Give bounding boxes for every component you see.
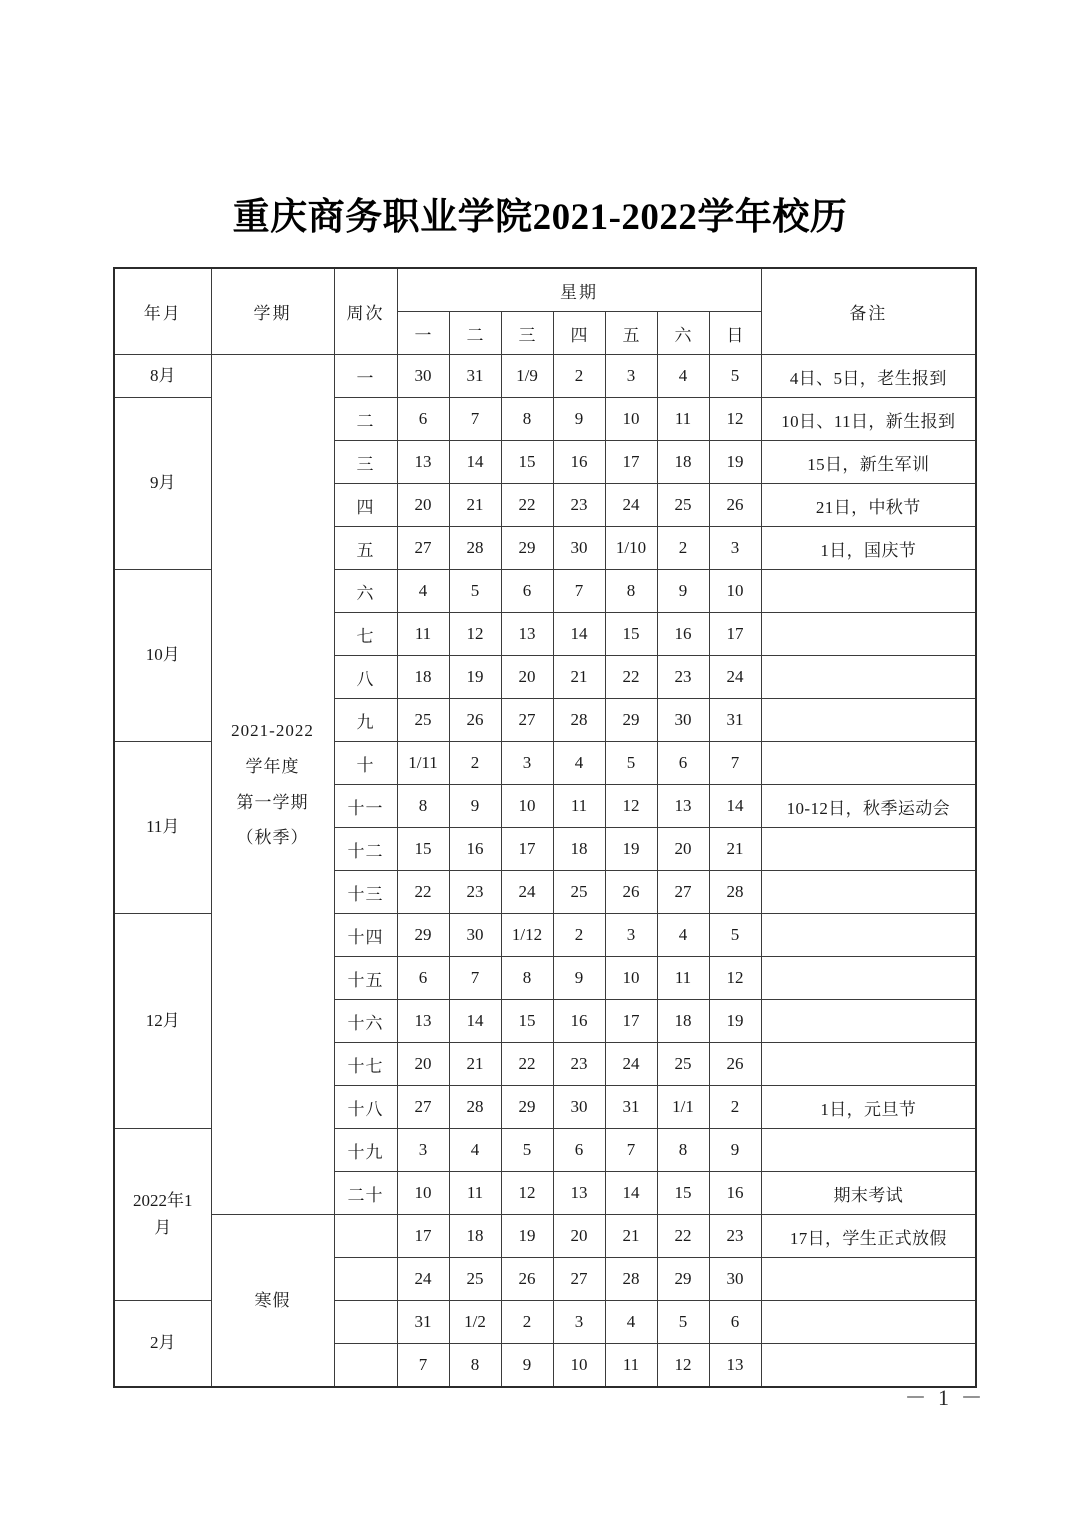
day-cell: 28 <box>709 871 761 914</box>
day-cell: 13 <box>397 1000 449 1043</box>
day-cell: 27 <box>657 871 709 914</box>
day-cell: 29 <box>605 699 657 742</box>
day-cell: 11 <box>657 957 709 1000</box>
header-weekday-sun: 日 <box>709 312 761 355</box>
day-cell: 30 <box>709 1258 761 1301</box>
day-cell: 28 <box>449 527 501 570</box>
day-cell: 7 <box>449 398 501 441</box>
day-cell: 26 <box>501 1258 553 1301</box>
week-number-cell: 六 <box>334 570 397 613</box>
day-cell: 2 <box>657 527 709 570</box>
week-number-cell: 十二 <box>334 828 397 871</box>
day-cell: 1/11 <box>397 742 449 785</box>
day-cell: 30 <box>553 1086 605 1129</box>
day-cell: 20 <box>501 656 553 699</box>
week-number-cell: 十六 <box>334 1000 397 1043</box>
day-cell: 10 <box>553 1344 605 1388</box>
header-weekday-thu: 四 <box>553 312 605 355</box>
day-cell: 26 <box>605 871 657 914</box>
day-cell: 20 <box>397 484 449 527</box>
day-cell: 30 <box>449 914 501 957</box>
header-week: 周次 <box>334 268 397 355</box>
week-number-cell: 三 <box>334 441 397 484</box>
day-cell: 13 <box>397 441 449 484</box>
academic-calendar-table-wrapper <box>113 267 973 1388</box>
term-cell-line: （秋季） <box>236 828 309 848</box>
day-cell: 8 <box>501 398 553 441</box>
day-cell: 2 <box>553 355 605 398</box>
day-cell: 10 <box>605 398 657 441</box>
day-cell: 31 <box>709 699 761 742</box>
day-cell: 4 <box>605 1301 657 1344</box>
header-weekday-fri: 五 <box>605 312 657 355</box>
day-cell: 6 <box>709 1301 761 1344</box>
day-cell: 10 <box>397 1172 449 1215</box>
day-cell: 8 <box>449 1344 501 1388</box>
day-cell: 10 <box>501 785 553 828</box>
day-cell: 10 <box>709 570 761 613</box>
remark-cell <box>761 656 976 699</box>
day-cell: 11 <box>605 1344 657 1388</box>
day-cell: 4 <box>397 570 449 613</box>
day-cell: 8 <box>657 1129 709 1172</box>
header-remark: 备注 <box>761 268 976 355</box>
term-cell <box>211 355 334 1215</box>
month-cell-line: 12月 <box>145 1010 180 1030</box>
month-cell-line: 2月 <box>150 1333 176 1353</box>
day-cell: 2 <box>501 1301 553 1344</box>
day-cell: 3 <box>553 1301 605 1344</box>
day-cell: 29 <box>657 1258 709 1301</box>
day-cell: 17 <box>501 828 553 871</box>
day-cell: 18 <box>449 1215 501 1258</box>
week-number-cell: 一 <box>334 355 397 398</box>
week-number-cell: 十三 <box>334 871 397 914</box>
day-cell: 13 <box>657 785 709 828</box>
table-row <box>114 1215 976 1258</box>
day-cell: 29 <box>397 914 449 957</box>
day-cell: 28 <box>553 699 605 742</box>
remark-cell <box>761 1258 976 1301</box>
day-cell: 9 <box>553 957 605 1000</box>
day-cell: 24 <box>501 871 553 914</box>
day-cell: 3 <box>605 914 657 957</box>
day-cell: 22 <box>397 871 449 914</box>
day-cell: 16 <box>553 441 605 484</box>
week-number-cell: 十九 <box>334 1129 397 1172</box>
day-cell: 1/1 <box>657 1086 709 1129</box>
day-cell: 19 <box>501 1215 553 1258</box>
remark-cell <box>761 699 976 742</box>
remark-cell <box>761 570 976 613</box>
remark-cell <box>761 742 976 785</box>
day-cell: 26 <box>709 484 761 527</box>
table-row <box>114 355 976 398</box>
day-cell: 6 <box>657 742 709 785</box>
week-number-cell: 七 <box>334 613 397 656</box>
day-cell: 15 <box>501 441 553 484</box>
day-cell: 11 <box>657 398 709 441</box>
day-cell: 16 <box>449 828 501 871</box>
remark-cell <box>761 957 976 1000</box>
week-number-cell: 十八 <box>334 1086 397 1129</box>
day-cell: 27 <box>397 527 449 570</box>
day-cell: 23 <box>657 656 709 699</box>
month-cell <box>114 742 211 914</box>
day-cell: 17 <box>397 1215 449 1258</box>
month-cell-line: 8月 <box>150 365 176 385</box>
day-cell: 29 <box>501 1086 553 1129</box>
day-cell: 6 <box>397 957 449 1000</box>
week-number-cell <box>334 1258 397 1301</box>
month-cell-line: 11月 <box>146 817 180 837</box>
day-cell: 22 <box>657 1215 709 1258</box>
day-cell: 9 <box>709 1129 761 1172</box>
remark-cell <box>761 1301 976 1344</box>
day-cell: 2 <box>709 1086 761 1129</box>
day-cell: 8 <box>501 957 553 1000</box>
day-cell: 18 <box>397 656 449 699</box>
day-cell: 28 <box>449 1086 501 1129</box>
day-cell: 30 <box>657 699 709 742</box>
day-cell: 5 <box>501 1129 553 1172</box>
day-cell: 24 <box>709 656 761 699</box>
day-cell: 14 <box>449 1000 501 1043</box>
day-cell: 5 <box>709 355 761 398</box>
page-title: 重庆商务职业学院2021-2022学年校历 <box>232 197 848 238</box>
day-cell: 5 <box>605 742 657 785</box>
day-cell: 23 <box>449 871 501 914</box>
day-cell: 14 <box>605 1172 657 1215</box>
day-cell: 18 <box>657 1000 709 1043</box>
day-cell: 31 <box>449 355 501 398</box>
day-cell: 27 <box>397 1086 449 1129</box>
day-cell: 20 <box>397 1043 449 1086</box>
day-cell: 6 <box>501 570 553 613</box>
day-cell: 5 <box>449 570 501 613</box>
day-cell: 5 <box>657 1301 709 1344</box>
week-number-cell: 九 <box>334 699 397 742</box>
term-cell-line: 第一学期 <box>236 792 309 812</box>
day-cell: 16 <box>657 613 709 656</box>
remark-cell <box>761 1129 976 1172</box>
day-cell: 8 <box>397 785 449 828</box>
day-cell: 4 <box>657 914 709 957</box>
day-cell: 7 <box>449 957 501 1000</box>
remark-cell <box>761 914 976 957</box>
day-cell: 12 <box>449 613 501 656</box>
day-cell: 24 <box>605 1043 657 1086</box>
day-cell: 14 <box>449 441 501 484</box>
week-number-cell: 十七 <box>334 1043 397 1086</box>
week-number-cell <box>334 1215 397 1258</box>
header-weekday-wed: 三 <box>501 312 553 355</box>
day-cell: 16 <box>709 1172 761 1215</box>
remark-cell <box>761 871 976 914</box>
day-cell: 16 <box>553 1000 605 1043</box>
day-cell: 25 <box>657 484 709 527</box>
week-number-cell: 四 <box>334 484 397 527</box>
day-cell: 19 <box>449 656 501 699</box>
remark-cell: 21日，中秋节 <box>761 484 976 527</box>
day-cell: 7 <box>553 570 605 613</box>
remark-cell <box>761 613 976 656</box>
day-cell: 7 <box>709 742 761 785</box>
day-cell: 27 <box>501 699 553 742</box>
day-cell: 9 <box>449 785 501 828</box>
day-cell: 4 <box>553 742 605 785</box>
day-cell: 3 <box>605 355 657 398</box>
week-number-cell <box>334 1301 397 1344</box>
month-cell-line: 月 <box>154 1217 172 1237</box>
month-cell <box>114 1129 211 1301</box>
month-cell-line: 10月 <box>145 645 180 665</box>
day-cell: 13 <box>553 1172 605 1215</box>
day-cell: 25 <box>657 1043 709 1086</box>
day-cell: 13 <box>501 613 553 656</box>
day-cell: 12 <box>657 1344 709 1388</box>
day-cell: 22 <box>501 484 553 527</box>
day-cell: 22 <box>501 1043 553 1086</box>
month-cell <box>114 570 211 742</box>
remark-cell: 10日、11日，新生报到 <box>761 398 976 441</box>
day-cell: 28 <box>605 1258 657 1301</box>
day-cell: 25 <box>449 1258 501 1301</box>
day-cell: 21 <box>605 1215 657 1258</box>
day-cell: 17 <box>605 1000 657 1043</box>
day-cell: 4 <box>657 355 709 398</box>
day-cell: 21 <box>449 484 501 527</box>
term-cell-line: 2021-2022 <box>231 721 314 741</box>
day-cell: 30 <box>397 355 449 398</box>
day-cell: 15 <box>501 1000 553 1043</box>
month-cell-line: 2022年1 <box>133 1191 193 1211</box>
day-cell: 19 <box>605 828 657 871</box>
day-cell: 15 <box>657 1172 709 1215</box>
week-number-cell: 八 <box>334 656 397 699</box>
remark-cell: 1日，元旦节 <box>761 1086 976 1129</box>
week-number-cell: 十五 <box>334 957 397 1000</box>
week-number-cell: 十一 <box>334 785 397 828</box>
day-cell: 12 <box>501 1172 553 1215</box>
day-cell: 15 <box>397 828 449 871</box>
day-cell: 2 <box>553 914 605 957</box>
header-weekday-sat: 六 <box>657 312 709 355</box>
month-cell-line: 9月 <box>150 473 176 493</box>
day-cell: 17 <box>709 613 761 656</box>
day-cell: 12 <box>709 957 761 1000</box>
day-cell: 31 <box>605 1086 657 1129</box>
day-cell: 23 <box>553 484 605 527</box>
day-cell: 5 <box>709 914 761 957</box>
header-month: 年月 <box>114 268 211 355</box>
day-cell: 27 <box>553 1258 605 1301</box>
header-row-top <box>114 268 976 312</box>
day-cell: 1/10 <box>605 527 657 570</box>
month-cell <box>114 1301 211 1388</box>
day-cell: 6 <box>397 398 449 441</box>
day-cell: 26 <box>709 1043 761 1086</box>
day-cell: 11 <box>449 1172 501 1215</box>
day-cell: 21 <box>449 1043 501 1086</box>
day-cell: 25 <box>553 871 605 914</box>
day-cell: 13 <box>709 1344 761 1388</box>
month-cell <box>114 398 211 570</box>
day-cell: 7 <box>605 1129 657 1172</box>
day-cell: 25 <box>397 699 449 742</box>
remark-cell: 15日，新生军训 <box>761 441 976 484</box>
term-cell <box>211 1215 334 1388</box>
day-cell: 17 <box>605 441 657 484</box>
day-cell: 12 <box>709 398 761 441</box>
term-cell-line: 学年度 <box>245 756 300 776</box>
day-cell: 24 <box>605 484 657 527</box>
day-cell: 3 <box>397 1129 449 1172</box>
day-cell: 14 <box>553 613 605 656</box>
day-cell: 21 <box>709 828 761 871</box>
day-cell: 23 <box>709 1215 761 1258</box>
header-weekday-mon: 一 <box>397 312 449 355</box>
day-cell: 15 <box>605 613 657 656</box>
day-cell: 14 <box>709 785 761 828</box>
remark-cell <box>761 828 976 871</box>
remark-cell <box>761 1043 976 1086</box>
term-cell-line: 寒假 <box>254 1290 291 1310</box>
day-cell: 6 <box>553 1129 605 1172</box>
day-cell: 1/9 <box>501 355 553 398</box>
header-term: 学期 <box>211 268 334 355</box>
day-cell: 4 <box>449 1129 501 1172</box>
day-cell: 10 <box>605 957 657 1000</box>
day-cell: 12 <box>605 785 657 828</box>
day-cell: 22 <box>605 656 657 699</box>
day-cell: 29 <box>501 527 553 570</box>
month-cell <box>114 355 211 398</box>
day-cell: 30 <box>553 527 605 570</box>
week-number-cell: 十 <box>334 742 397 785</box>
day-cell: 19 <box>709 1000 761 1043</box>
header-weekday-tue: 二 <box>449 312 501 355</box>
day-cell: 3 <box>709 527 761 570</box>
week-number-cell: 二十 <box>334 1172 397 1215</box>
day-cell: 18 <box>657 441 709 484</box>
day-cell: 20 <box>657 828 709 871</box>
week-number-cell: 五 <box>334 527 397 570</box>
day-cell: 9 <box>501 1344 553 1388</box>
day-cell: 7 <box>397 1344 449 1388</box>
table-body <box>114 355 976 1388</box>
day-cell: 11 <box>553 785 605 828</box>
month-cell <box>114 914 211 1129</box>
day-cell: 19 <box>709 441 761 484</box>
academic-calendar-table <box>113 267 977 1388</box>
remark-cell: 17日，学生正式放假 <box>761 1215 976 1258</box>
page-number: － 1 － <box>904 1385 986 1410</box>
week-number-cell: 二 <box>334 398 397 441</box>
day-cell: 1/2 <box>449 1301 501 1344</box>
day-cell: 9 <box>553 398 605 441</box>
remark-cell: 4日、5日，老生报到 <box>761 355 976 398</box>
day-cell: 21 <box>553 656 605 699</box>
remark-cell: 10-12日，秋季运动会 <box>761 785 976 828</box>
day-cell: 1/12 <box>501 914 553 957</box>
table-head <box>114 268 976 355</box>
day-cell: 8 <box>605 570 657 613</box>
day-cell: 23 <box>553 1043 605 1086</box>
day-cell: 3 <box>501 742 553 785</box>
remark-cell: 1日，国庆节 <box>761 527 976 570</box>
day-cell: 18 <box>553 828 605 871</box>
day-cell: 2 <box>449 742 501 785</box>
day-cell: 24 <box>397 1258 449 1301</box>
day-cell: 9 <box>657 570 709 613</box>
day-cell: 11 <box>397 613 449 656</box>
week-number-cell: 十四 <box>334 914 397 957</box>
day-cell: 20 <box>553 1215 605 1258</box>
remark-cell: 期末考试 <box>761 1172 976 1215</box>
day-cell: 31 <box>397 1301 449 1344</box>
header-weekday-group: 星期 <box>397 268 761 312</box>
remark-cell <box>761 1000 976 1043</box>
day-cell: 26 <box>449 699 501 742</box>
